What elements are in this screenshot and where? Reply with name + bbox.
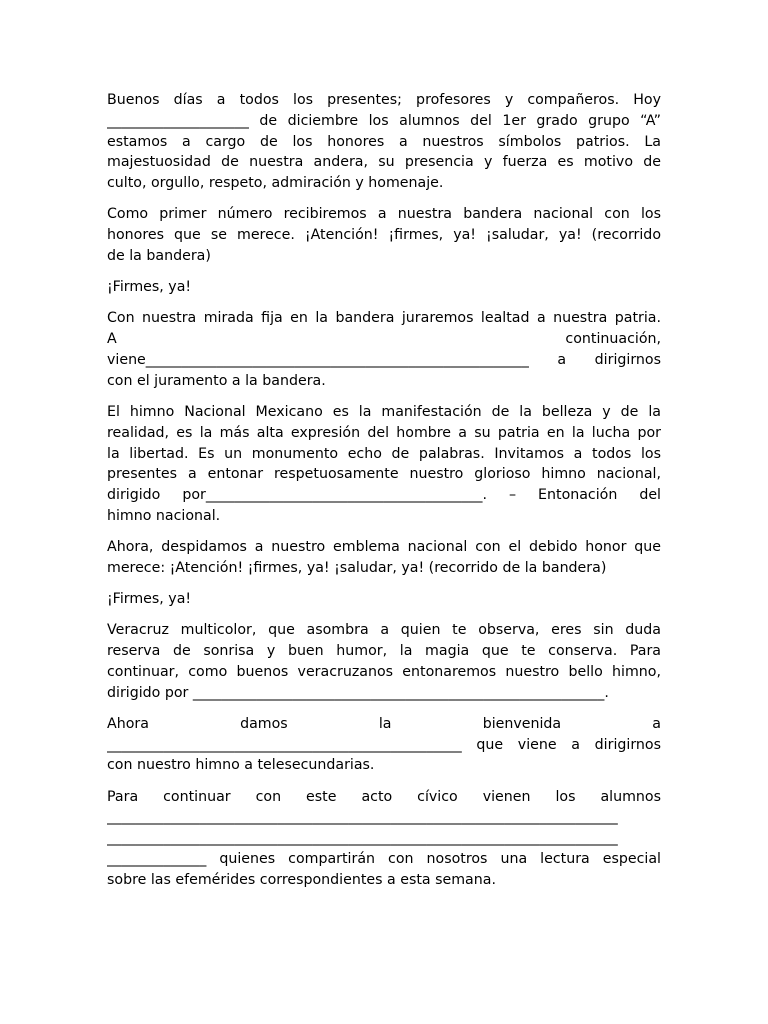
paragraph-line: Como primer número recibiremos a nuestra bandera nacional con los	[107, 206, 661, 223]
paragraph-line: majestuosidad de nuestra andera, su presencia y fuerza es motivo de	[107, 154, 661, 171]
paragraph	[107, 787, 661, 891]
paragraph-line: culto, orgullo, respeto, admiración y homenaje.	[107, 175, 444, 192]
paragraph-line: Ahora, despidamos a nuestro emblema nacional con el debido honor que	[107, 539, 661, 556]
paragraph-line: honores que se merece. ¡Atención! ¡firmes, ya! ¡saludar, ya! (recorrido	[107, 227, 661, 244]
paragraph-line: con nuestro himno a telesecundarias.	[107, 757, 375, 774]
paragraph-line: continuar, como buenos veracruzanos entonaremos nuestro bello himno,	[107, 663, 661, 680]
paragraph-line: Buenos días a todos los presentes; profesores y compañeros. Hoy	[107, 92, 661, 108]
paragraph-line: con el juramento a la bandera.	[107, 372, 326, 389]
paragraph-line: ¡Firmes, ya!	[107, 591, 192, 608]
paragraph-line: dirigido por __________________________________________________________.	[107, 684, 609, 701]
paragraph-line: merece: ¡Atención! ¡firmes, ya! ¡saludar, ya! (recorrido de la bandera)	[107, 559, 607, 576]
paragraph-line: Ahora damos la bienvenida a	[107, 715, 661, 732]
paragraph	[107, 589, 661, 610]
paragraph-line: la libertad. Es un monumento echo de palabras. Invitamos a todos los	[107, 445, 661, 462]
paragraph-line: ________________________________________________________________________	[107, 830, 618, 847]
paragraph-line: __________________________________________________ que viene a dirigirnos	[107, 736, 661, 753]
paragraph	[107, 714, 661, 776]
paragraph-line: dirigido por_______________________________________. – Entonación del	[107, 487, 661, 504]
paragraph-line: A continuación,	[107, 331, 661, 348]
paragraph-line: ____________________ de diciembre los alumnos del 1er grado grupo “A”	[107, 112, 661, 129]
paragraph-line: realidad, es la más alta expresión del hombre a su patria en la lucha por	[107, 424, 661, 441]
document-body	[107, 90, 661, 891]
paragraph-line: estamos a cargo de los honores a nuestros símbolos patrios. La	[107, 133, 661, 150]
paragraph-line: presentes a entonar respetuosamente nuestro glorioso himno nacional,	[107, 466, 661, 483]
paragraph	[107, 620, 661, 703]
paragraph	[107, 277, 661, 298]
document-page	[107, 90, 661, 901]
paragraph-line: ______________ quienes compartirán con nosotros una lectura especial	[107, 851, 661, 868]
paragraph	[107, 204, 661, 266]
paragraph-line: El himno Nacional Mexicano es la manifestación de la belleza y de la	[107, 403, 661, 420]
paragraph-line: Veracruz multicolor, que asombra a quien te observa, eres sin duda	[107, 622, 661, 639]
paragraph	[107, 90, 661, 194]
paragraph-line: reserva de sonrisa y buen humor, la magia que te conserva. Para	[107, 643, 661, 660]
paragraph-line: ¡Firmes, ya!	[107, 279, 192, 296]
paragraph	[107, 308, 661, 391]
paragraph-line: Con nuestra mirada fija en la bandera juraremos lealtad a nuestra patria.	[107, 310, 661, 327]
paragraph-line: sobre las efemérides correspondientes a esta semana.	[107, 871, 496, 888]
paragraph	[107, 402, 661, 527]
paragraph-line: viene______________________________________________________ a dirigirnos	[107, 351, 661, 368]
paragraph-line: Para continuar con este acto cívico vienen los alumnos	[107, 788, 661, 805]
paragraph-line: himno nacional.	[107, 507, 221, 524]
paragraph	[107, 537, 661, 579]
paragraph-line: de la bandera)	[107, 247, 211, 264]
paragraph-line: ________________________________________________________________________	[107, 809, 618, 826]
